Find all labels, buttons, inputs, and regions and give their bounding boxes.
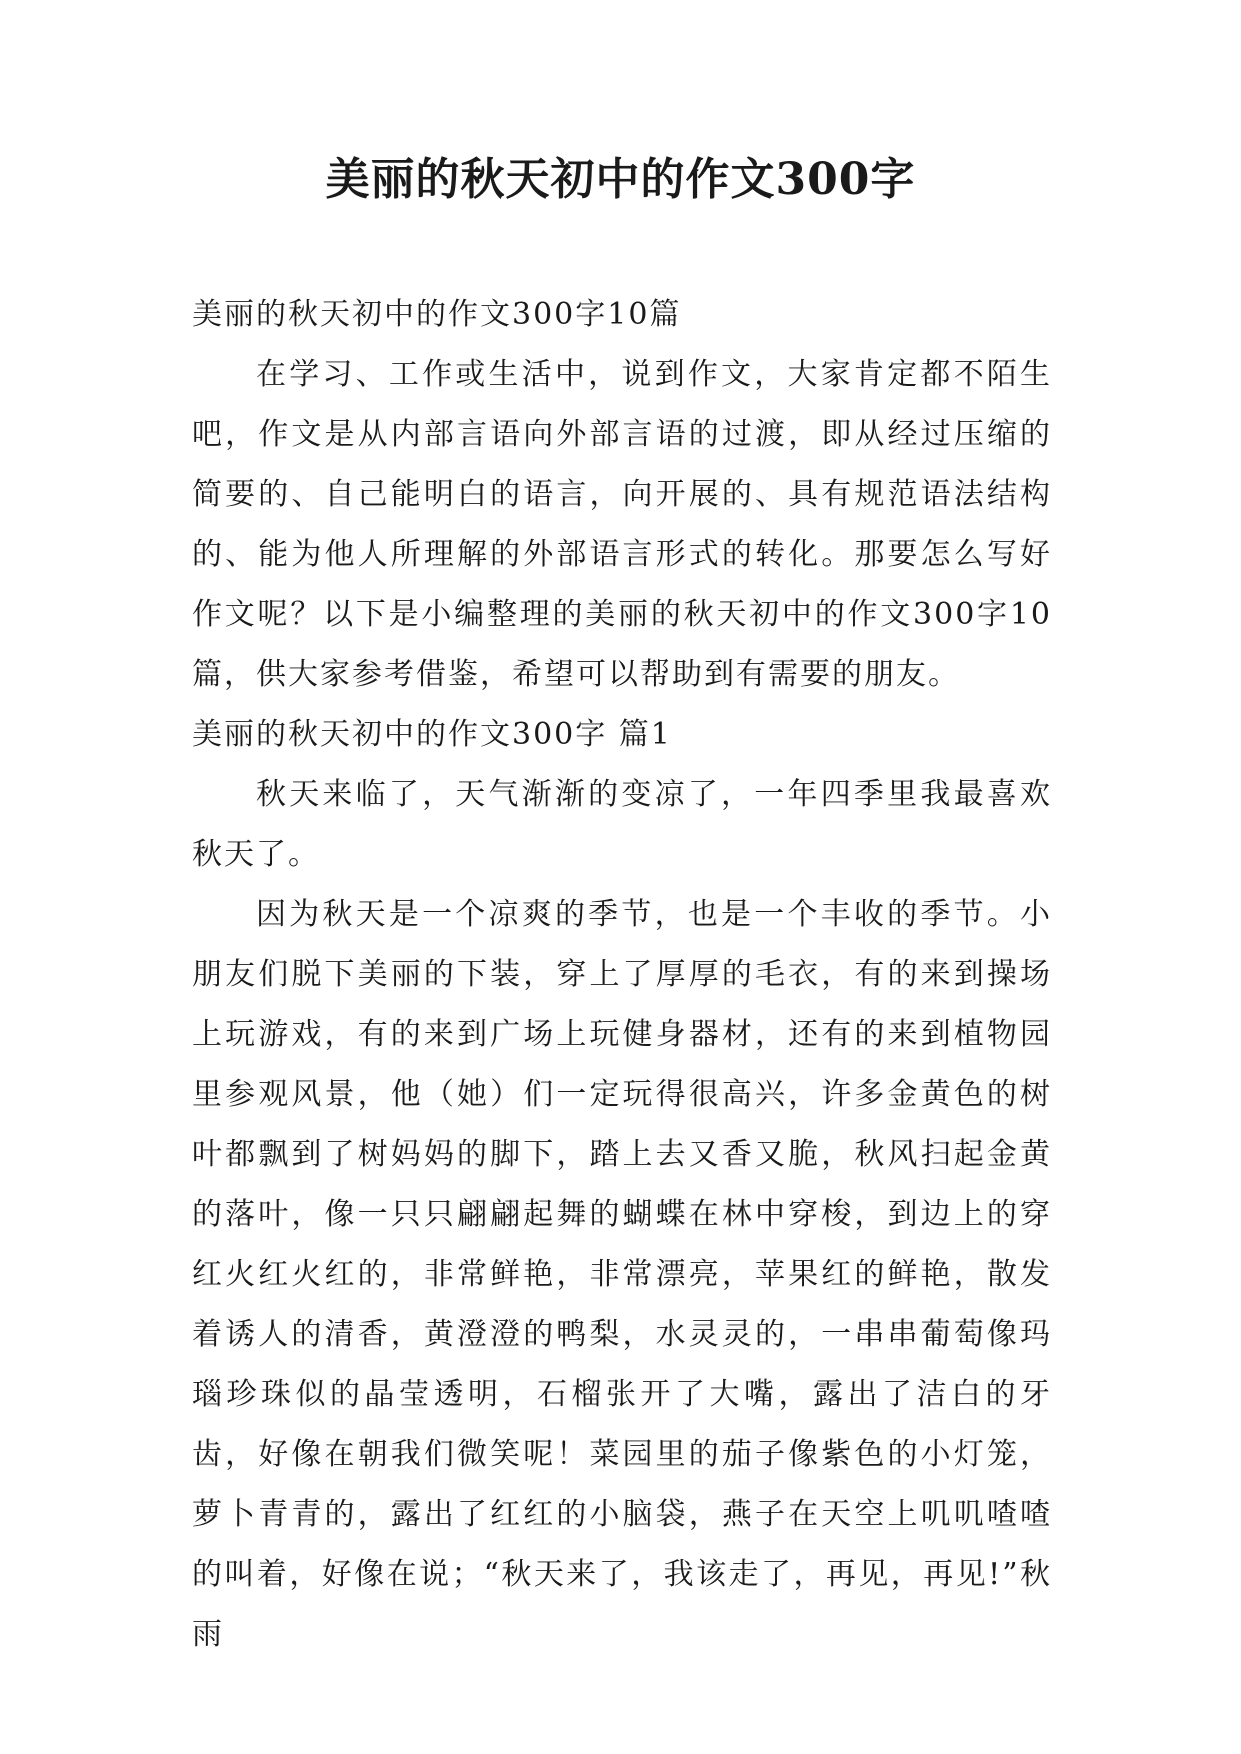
intro-paragraph: 在学习、工作或生活中，说到作文，大家肯定都不陌生吧，作文是从内部言语向外部言语的过渡，即从经过压缩的简要的、自己能明白的语言，向开展的、具有规范语法结构的、能为他人所理解的外部语言形式的转化。那要怎么写好作文呢？以下是小编整理的美丽的秋天初中的作文300字10篇，供大家参考借鉴，希望可以帮助到有需要的朋友。 [192,357,1052,692]
body-paragraph-1: 秋天来临了，天气渐渐的变凉了，一年四季里我最喜欢秋天了。 [192,777,1052,872]
body-paragraph-2: 因为秋天是一个凉爽的季节，也是一个丰收的季节。小朋友们脱下美丽的下装，穿上了厚厚的毛衣，有的来到操场上玩游戏，有的来到广场上玩健身器材，还有的来到植物园里参观风景，他（她）们一定玩得很高兴，许多金黄色的树叶都飘到了树妈妈的脚下，踏上去又香又脆，秋风扫起金黄的落叶，像一只只翩翩起舞的蝴蝶在林中穿梭，到边上的穿红火红火红的，非常鲜艳，非常漂亮，苹果红的鲜艳，散发着诱人的清香，黄澄澄的鸭梨，水灵灵的，一串串葡萄像玛瑙珍珠似的晶莹透明，石榴张开了大嘴，露出了洁白的牙齿，好像在朝我们微笑呢！菜园里的茄子像紫色的小灯笼，萝卜青青的，露出了红红的小脑袋，燕子在天空上叽叽喳喳的叫着，好像在说；“秋天来了，我该走了，再见，再见!”秋雨 [192,897,1052,1652]
document-title: 美丽的秋天初中的作文300字 [325,154,916,205]
document-body [192,285,1052,1665]
section-heading: 美丽的秋天初中的作文300字 篇1 [192,717,672,752]
document-subtitle: 美丽的秋天初中的作文300字10篇 [192,297,682,332]
